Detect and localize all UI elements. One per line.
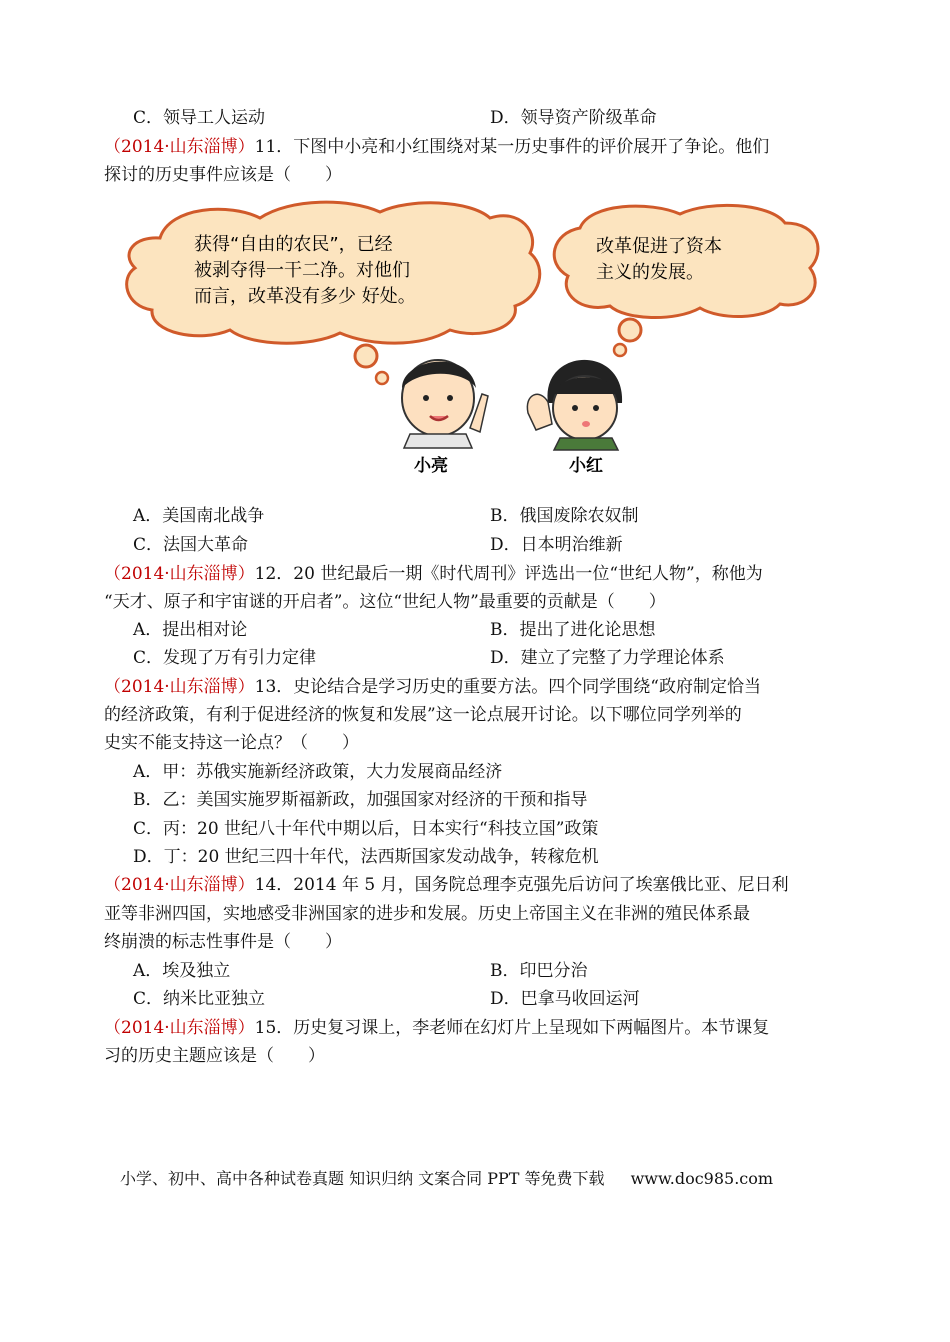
bubble-left-line1: 获得“自由的农民”，已经	[194, 234, 393, 255]
option-c: C．纳米比亚独立	[133, 989, 266, 1009]
option-d: D．领导资产阶级革命	[490, 108, 657, 128]
footer-url[interactable]: www.doc985.com	[630, 1169, 774, 1188]
option-b: B．印巴分治	[490, 961, 588, 981]
boy-figure	[402, 360, 488, 448]
option-b: B．俄国废除农奴制	[490, 506, 639, 526]
bubble-left-line2: 被剥夺得一干二净。对他们	[194, 260, 410, 281]
bubble-right-line1: 改革促进了资本	[596, 236, 722, 257]
question-13-stem-cont: 的经济政策，有利于促进经济的恢复和发展”这一论点展开讨论。以下哪位同学列举的	[104, 705, 742, 725]
debate-illustration	[120, 198, 830, 488]
question-14-stem-cont: 亚等非洲四国，实地感受非洲国家的进步和发展。历史上帝国主义在非洲的殖民体系最	[104, 904, 750, 924]
footer-text: 小学、初中、高中各种试卷真题 知识归纳 文案合同 PPT 等免费下载	[120, 1169, 605, 1188]
option-b: B．提出了进化论思想	[490, 620, 656, 640]
option-d: D．巴拿马收回运河	[490, 989, 640, 1009]
question-14-stem-cont2: 终崩溃的标志性事件是（ ）	[104, 932, 342, 952]
option-c: C．发现了万有引力定律	[133, 648, 317, 668]
question-12-stem: （2014·山东淄博）12．20 世纪最后一期《时代周刊》评选出一位“世纪人物”，称他为	[104, 564, 763, 584]
question-source: （2014·山东淄博）	[104, 564, 255, 584]
option-a: A．甲：苏俄实施新经济政策，大力发展商品经济	[133, 762, 503, 782]
question-15-stem-cont: 习的历史主题应该是（ ）	[104, 1046, 325, 1066]
question-13-stem-cont2: 史实不能支持这一论点？（ ）	[104, 733, 359, 753]
option-d: D．建立了完整了力学理论体系	[490, 648, 725, 668]
option-a: A．埃及独立	[133, 961, 231, 981]
question-source: （2014·山东淄博）	[104, 875, 255, 895]
name-xiaoliang: 小亮	[414, 456, 448, 476]
bubble-right-line2: 主义的发展。	[596, 262, 704, 283]
question-source: （2014·山东淄博）	[104, 677, 255, 697]
question-14-stem: （2014·山东淄博）14．2014 年 5 月，国务院总理李克强先后访问了埃塞俄比亚、尼日利	[104, 875, 789, 895]
question-source: （2014·山东淄博）	[104, 1018, 255, 1038]
option-c: C．领导工人运动	[133, 108, 266, 128]
bubble-left-line3: 而言，改革没有多少 好处。	[194, 286, 416, 307]
option-a: A．美国南北战争	[133, 506, 265, 526]
name-xiaohong: 小红	[569, 456, 603, 476]
question-11-stem: （2014·山东淄博）11．下图中小亮和小红围绕对某一历史事件的评价展开了争论。他们	[104, 137, 770, 157]
girl-figure	[527, 360, 622, 450]
option-a: A．提出相对论	[133, 620, 248, 640]
option-d: D．日本明治维新	[490, 535, 623, 555]
page-footer	[120, 1166, 773, 1192]
question-13-stem: （2014·山东淄博）13．史论结合是学习历史的重要方法。四个同学围绕“政府制定恰当	[104, 677, 761, 697]
question-source: （2014·山东淄博）	[104, 137, 255, 157]
question-12-stem-cont: “天才、原子和宇宙谜的开启者”。这位“世纪人物”最重要的贡献是（ ）	[104, 592, 666, 612]
option-c: C．法国大革命	[133, 535, 249, 555]
option-b: B．乙：美国实施罗斯福新政，加强国家对经济的干预和指导	[133, 790, 588, 810]
option-c: C．丙：20 世纪八十年代中期以后，日本实行“科技立国”政策	[133, 819, 599, 839]
option-d: D．丁：20 世纪三四十年代，法西斯国家发动战争，转稼危机	[133, 847, 599, 867]
question-15-stem: （2014·山东淄博）15．历史复习课上，李老师在幻灯片上呈现如下两幅图片。本节课复	[104, 1018, 770, 1038]
question-11-stem-cont: 探讨的历史事件应该是（ ）	[104, 165, 342, 185]
